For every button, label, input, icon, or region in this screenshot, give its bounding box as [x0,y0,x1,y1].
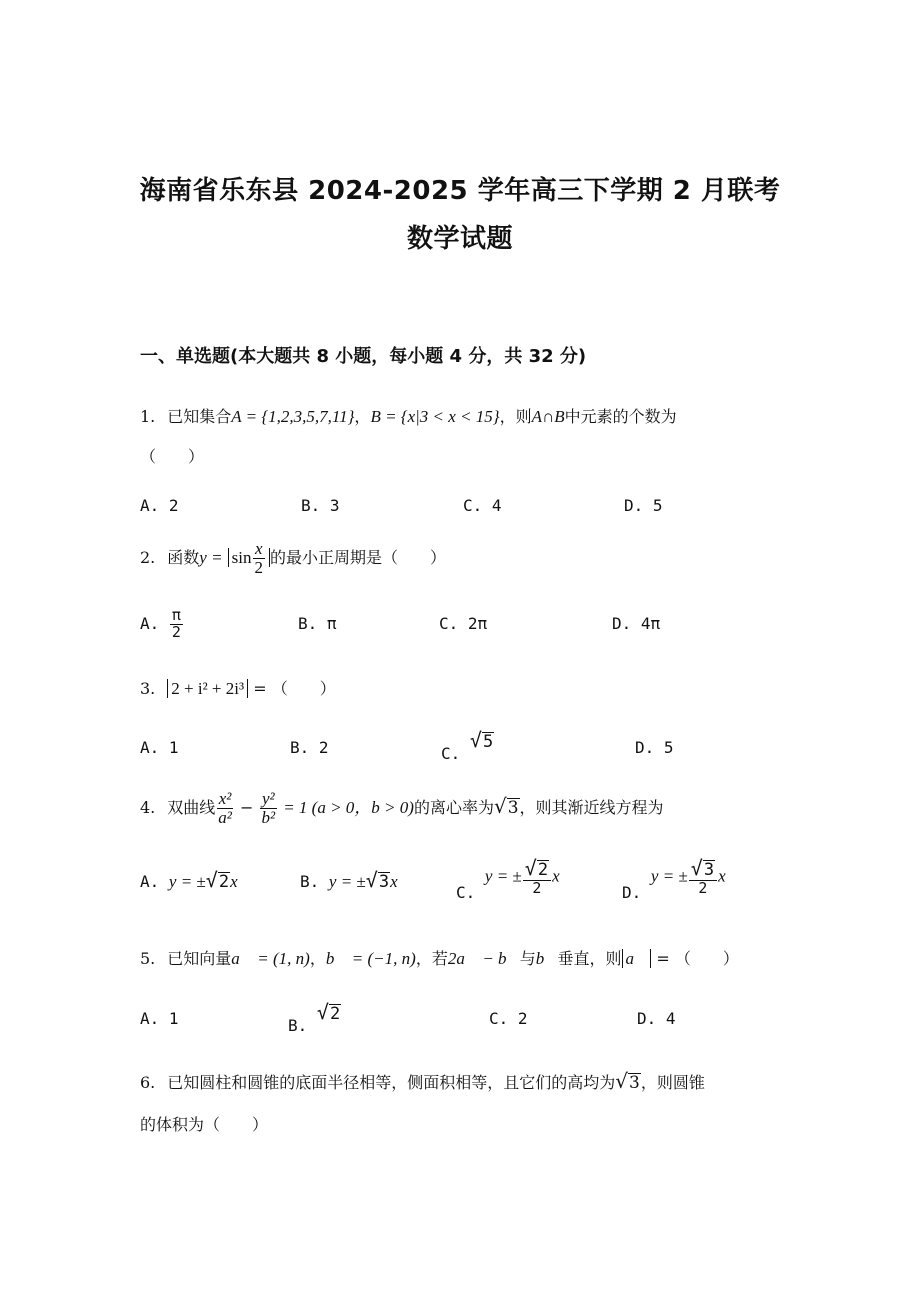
q4-option-a[interactable]: A. y = ± √ 2 x [140,868,238,892]
question-6-line2: 的体积为（ ） [140,1115,269,1134]
set-a: A = {1,2,3,5,7,11} [231,407,355,426]
q2-option-c[interactable]: C. 2π [439,614,488,633]
set-b: B = {x|3 < x < 15} [370,407,500,426]
q2-option-d[interactable]: D. 4π [612,614,661,633]
abs-sin-expr: sin $\frac{x}{2}$ [228,548,270,567]
q2-option-a[interactable]: A. $\frac{\pi}{2}$ [140,606,181,641]
q4-option-c[interactable]: C. y = ± √ 2 2 x [456,856,560,902]
question-number: 2. [140,547,156,567]
question-3: 3. 2 + i² + 2i³ = （ ） [140,679,336,698]
q3-option-d[interactable]: D. 5 [635,738,674,757]
q5-option-b[interactable]: B. √ 2 [288,1000,341,1035]
document-title-line2: 数学试题 [406,224,513,254]
question-1: 1. 已知集合A = {1,2,3,5,7,11}，B = {x|3 < x < 15}，则A∩B中元素的个数为 [140,407,677,426]
q2-option-b[interactable]: B. π [298,614,337,633]
question-6: 6. 已知圆柱和圆锥的底面半径相等，侧面积相等，且它们的高均为 √ 3 ，则圆锥 [140,1069,705,1093]
section-heading: 一、单选题(本大题共 8 小题，每小题 4 分，共 32 分) [140,346,587,367]
q5-option-a[interactable]: A. 1 [140,1009,179,1028]
question-2: 2. 函数y = sin $\frac{x}{2}$ 的最小正周期是（ ） [140,539,447,577]
question-number: 3. [140,679,156,698]
q5-option-c[interactable]: C. 2 [489,1009,528,1028]
q4-option-b[interactable]: B. y = ± √ 3 x [300,868,398,892]
q3-option-a[interactable]: A. 1 [140,738,179,757]
q5-option-d[interactable]: D. 4 [637,1009,676,1028]
q1-option-d[interactable]: D. 5 [624,496,663,515]
q1-option-c[interactable]: C. 4 [463,496,502,515]
question-number: 5. [140,949,156,968]
q3-option-c[interactable]: C. √ 5 [441,728,494,763]
complex-abs-expr: 2 + i² + 2i³ [167,679,248,698]
q1-option-b[interactable]: B. 3 [301,496,340,515]
q3-option-b[interactable]: B. 2 [290,738,329,757]
question-5: 5. 已知向量a⃗ = (1, n)，b⃗ = (−1, n)，若2a⃗ − b⃗与b⃗垂直，则 a⃗ = （ ） [140,949,739,968]
question-number: 6. [140,1073,156,1092]
q1-option-a[interactable]: A. 2 [140,496,179,515]
document-title-line1: 海南省乐东县 2024-2025 学年高三下学期 2 月联考 [139,176,781,206]
question-4: 4. 双曲线 $\frac{\text{x²}}{\text{a²}}$ − $\frac{\text{y²}}{\text{b²}}$ = 1 (a > 0，b > 0)的离心率为 √ 3 ，则其渐近线方程为 [140,789,664,827]
intersection-expr: A∩B [531,407,565,426]
q4-option-d[interactable]: D. y = ± √ 3 2 x [622,856,726,902]
question-1-paren: （ ） [140,447,205,466]
question-number: 4. [140,797,156,817]
question-number: 1. [140,407,156,426]
